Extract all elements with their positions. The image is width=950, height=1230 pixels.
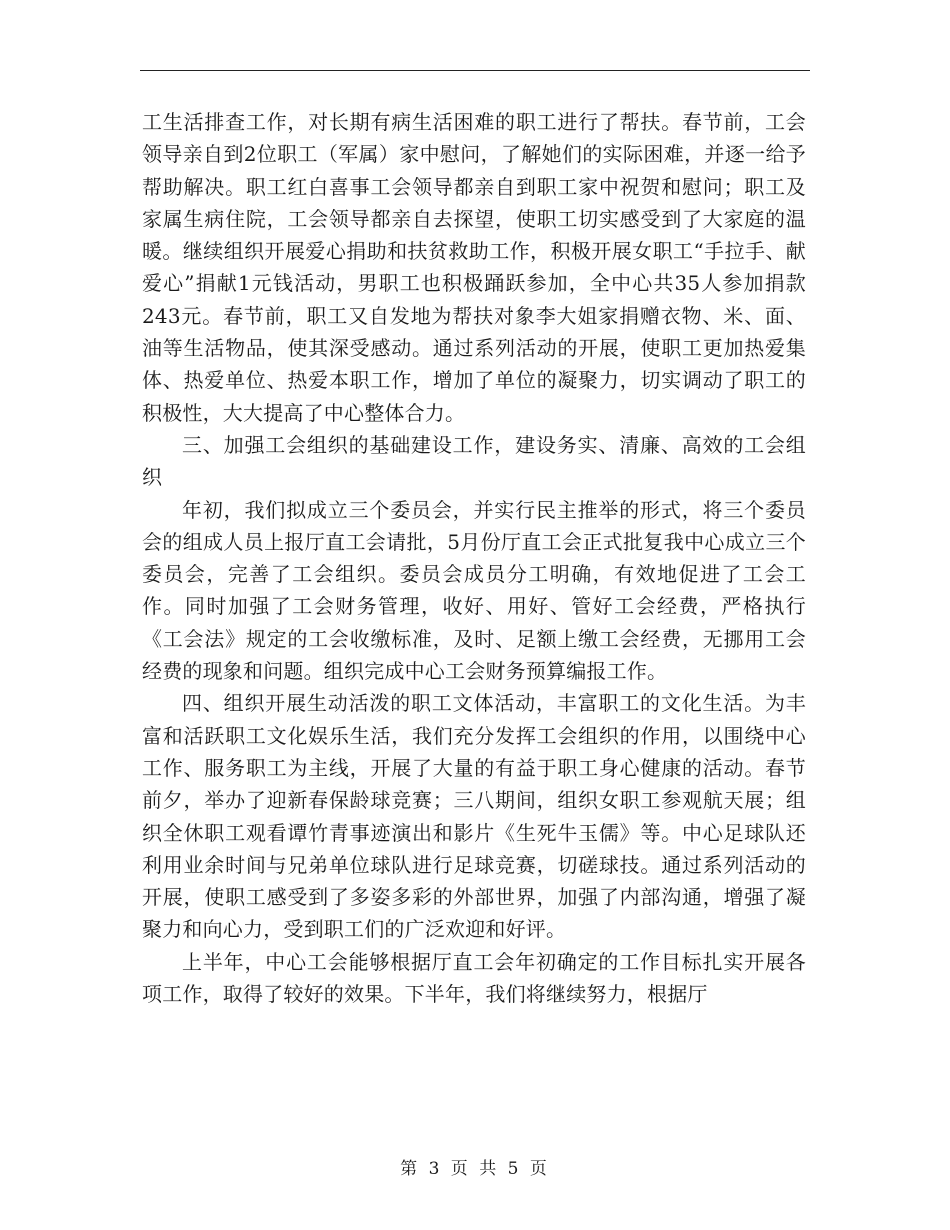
paragraph-1: 工生活排查工作，对长期有病生活困难的职工进行了帮扶。春节前，工会领导亲自到2位职工（军属）家中慰问，了解她们的实际困难，并逐一给予帮助解决。职工红白喜事工会领导都亲自到职工家中祝贺和慰问；职工及家属生病住院，工会领导都亲自去探望，使职工切实感受到了大家庭的温暖。继续组织开展爱心捐助和扶贫救助工作，积极开展女职工“手拉手、献爱心”捐献1元钱活动，男职工也积极踊跃参加，全中心共35人参加捐款243元。春节前，职工又自发地为帮扶对象李大姐家捐赠衣物、米、面、油等生活物品，使其深受感动。通过系列活动的开展，使职工更加热爱集体、热爱单位、热爱本职工作，增加了单位的凝聚力，切实调动了职工的积极性，大大提高了中心整体合力。 [142,110,806,425]
document-body [142,106,806,1010]
page-footer: 第 3 页 共 5 页 [400,1159,550,1179]
paragraph-3: 年初，我们拟成立三个委员会，并实行民主推举的形式，将三个委员会的组成人员上报厅直工会请批，5月份厅直工会正式批复我中心成立三个委员会，完善了工会组织。委员会成员分工明确，有效地促进了工会工作。同时加强了工会财务管理，收好、用好、管好工会经费，严格执行《工会法》规定的工会收缴标准，及时、足额上缴工会经费，无挪用工会经费的现象和问题。组织完成中心工会财务预算编报工作。 [142,497,806,684]
paragraph-4: 四、组织开展生动活泼的职工文体活动，丰富职工的文化生活。为丰富和活跃职工文化娱乐生活，我们充分发挥工会组织的作用，以围绕中心工作、服务职工为主线，开展了大量的有益于职工身心健康的活动。春节前夕，举办了迎新春保龄球竞赛；三八期间，组织女职工参观航天展；组织全休职工观看谭竹青事迹演出和影片《生死牛玉儒》等。中心足球队还利用业余时间与兄弟单位球队进行足球竞赛，切磋球技。通过系列活动的开展，使职工感受到了多姿多彩的外部世界，加强了内部沟通，增强了凝聚力和向心力，受到职工们的广泛欢迎和好评。 [142,691,806,942]
paragraph-5: 上半年，中心工会能够根据厅直工会年初确定的工作目标扎实开展各项工作，取得了较好的效果。下半年，我们将继续努力，根据厅 [142,949,806,1007]
paragraph-2-heading: 三、加强工会组织的基础建设工作，建设务实、清廉、高效的工会组织 [142,432,806,490]
header-rule [140,70,810,71]
